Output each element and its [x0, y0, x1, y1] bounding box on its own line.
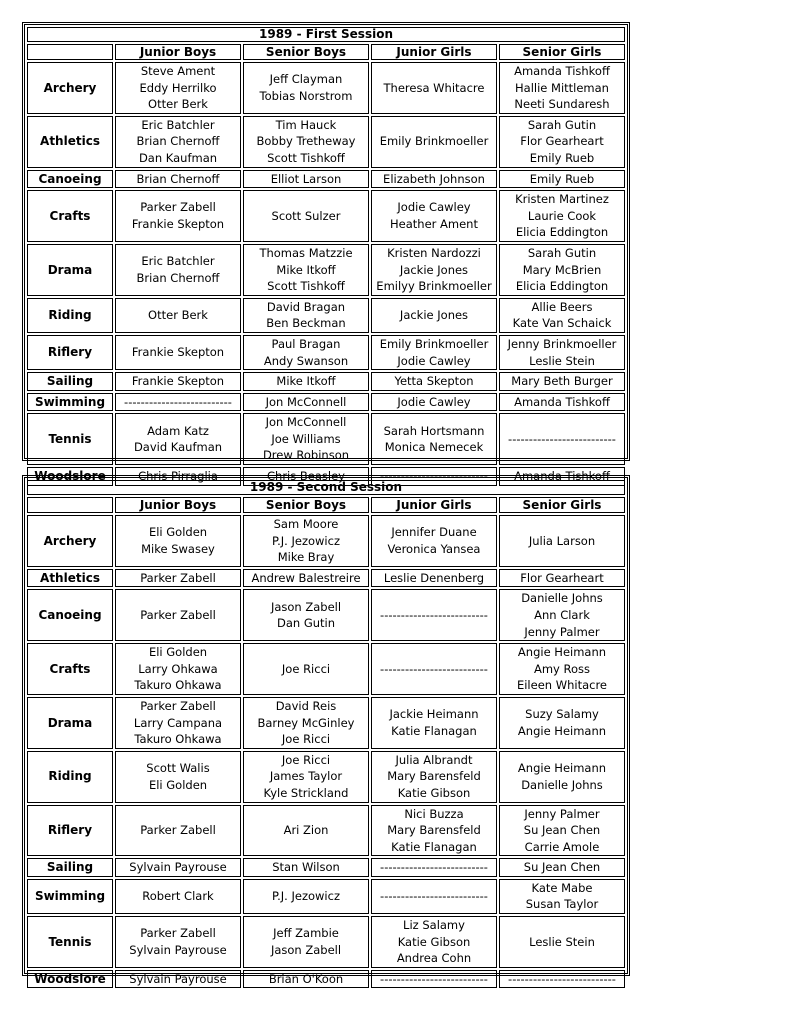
- camper-name: Mary Beth Burger: [511, 374, 613, 389]
- activity-label: Tennis: [27, 413, 113, 465]
- camper-name: Jackie Heimann: [389, 707, 479, 722]
- camper-name: Mike Bray: [277, 550, 335, 565]
- cell-senior-girls: [499, 170, 625, 189]
- camper-name: Kate Van Schaick: [512, 316, 612, 331]
- activity-label: Crafts: [27, 643, 113, 695]
- column-header-senior-girls: Senior Girls: [499, 44, 625, 60]
- camper-name: Amanda Tishkoff: [514, 64, 610, 78]
- cell-senior-boys: [243, 335, 369, 370]
- camper-name: Takuro Ohkawa: [134, 732, 222, 747]
- cell-junior-boys: [115, 858, 241, 877]
- camper-name: Brian Chernoff: [136, 134, 220, 149]
- camper-name: Sylvain Payrouse: [129, 942, 227, 957]
- cell-junior-girls: [371, 879, 497, 914]
- camper-name: Elliot Larson: [270, 171, 342, 186]
- camper-name: Eric Batchler: [141, 254, 215, 269]
- first-session-rows: [27, 62, 625, 486]
- cell-junior-boys: [115, 244, 241, 296]
- camper-name: Flor Gearheart: [520, 134, 604, 149]
- camper-name: Mike Itkoff: [276, 374, 336, 389]
- second-session-table: [25, 478, 627, 990]
- camper-name: Sam Moore: [273, 517, 339, 531]
- activity-label: Sailing: [27, 372, 113, 391]
- cell-junior-girls: [371, 858, 497, 877]
- camper-name: Ann Clark: [534, 607, 590, 622]
- table-row: [27, 298, 625, 333]
- table-row: [27, 589, 625, 641]
- camper-name: Parker Zabell: [140, 570, 216, 585]
- camper-name: Dan Kaufman: [138, 150, 218, 165]
- camper-name: Danielle Johns: [521, 777, 603, 792]
- activity-label: Riflery: [27, 335, 113, 370]
- activity-label: Riding: [27, 751, 113, 803]
- cell-senior-girls: [499, 413, 625, 465]
- activity-label: Woodslore: [27, 467, 113, 486]
- camper-name: Brian Chernoff: [136, 171, 220, 186]
- cell-junior-boys: [115, 643, 241, 695]
- camper-name: Elicia Eddington: [515, 225, 609, 240]
- camper-name: Jodie Cawley: [397, 394, 471, 409]
- camper-name: P.J. Jezowicz: [271, 889, 340, 904]
- table-row: [27, 335, 625, 370]
- cell-senior-girls: [499, 805, 625, 857]
- camper-name: Leslie Stein: [529, 353, 595, 368]
- cell-senior-boys: [243, 697, 369, 749]
- cell-junior-boys: [115, 116, 241, 168]
- camper-name: Otter Berk: [148, 97, 208, 112]
- camper-name: Chris Pirraglia: [138, 469, 218, 484]
- table-row: [27, 970, 625, 989]
- table-row: [27, 805, 625, 857]
- table-row: [27, 372, 625, 391]
- cell-senior-girls: [499, 244, 625, 296]
- camper-name: Tobias Norstrom: [259, 88, 353, 103]
- camper-name: Paul Bragan: [271, 336, 341, 351]
- table-row: [27, 697, 625, 749]
- camper-name: --------------------------: [380, 889, 488, 904]
- cell-senior-boys: [243, 413, 369, 465]
- cell-junior-boys: [115, 970, 241, 989]
- activity-label: Canoeing: [27, 589, 113, 641]
- cell-junior-girls: [371, 298, 497, 333]
- camper-name: Emily Brinkmoeller: [379, 336, 489, 351]
- camper-name: Otter Berk: [148, 308, 208, 323]
- camper-name: Heather Ament: [390, 217, 478, 232]
- camper-name: Tim Hauck: [275, 117, 337, 132]
- cell-junior-girls: [371, 589, 497, 641]
- camper-name: Katie Gibson: [397, 934, 471, 949]
- cell-junior-girls: [371, 335, 497, 370]
- camper-name: Jenny Brinkmoeller: [507, 336, 617, 351]
- second-session-rows: [27, 515, 625, 988]
- cell-junior-girls: [371, 643, 497, 695]
- cell-senior-girls: [499, 372, 625, 391]
- camper-name: Jackie Jones: [399, 262, 469, 277]
- table-row: [27, 751, 625, 803]
- camper-name: Mary McBrien: [522, 262, 602, 277]
- cell-senior-boys: [243, 244, 369, 296]
- cell-junior-girls: [371, 372, 497, 391]
- cell-junior-boys: [115, 413, 241, 465]
- table-row: [27, 879, 625, 914]
- camper-name: --------------------------: [380, 661, 488, 676]
- camper-name: --------------------------: [124, 394, 232, 409]
- camper-name: Andrea Cohn: [396, 951, 472, 966]
- camper-name: Amanda Tishkoff: [514, 469, 610, 484]
- table-row: [27, 62, 625, 114]
- cell-senior-boys: [243, 515, 369, 567]
- camper-name: Joe Ricci: [281, 732, 331, 747]
- camper-name: --------------------------: [380, 971, 488, 986]
- camper-name: Scott Sulzer: [271, 208, 341, 223]
- cell-junior-girls: [371, 62, 497, 114]
- camper-name: Julia Albrandt: [395, 752, 473, 767]
- camper-name: Emily Brinkmoeller: [379, 134, 489, 149]
- camper-name: Jodie Cawley: [397, 353, 471, 368]
- table-row: [27, 244, 625, 296]
- camper-name: Eli Golden: [148, 525, 208, 540]
- cell-junior-boys: [115, 569, 241, 588]
- activity-label: Swimming: [27, 393, 113, 412]
- camper-name: Yetta Skepton: [394, 374, 474, 389]
- camper-name: Jodie Cawley: [397, 200, 471, 215]
- camper-name: James Taylor: [269, 769, 343, 784]
- camper-name: Kristen Martinez: [515, 192, 609, 207]
- cell-senior-boys: [243, 751, 369, 803]
- camper-name: Scott Tishkoff: [267, 279, 345, 294]
- camper-name: Emilyy Brinkmoeller: [376, 279, 492, 294]
- camper-name: Angie Heimann: [517, 645, 607, 660]
- cell-junior-girls: [371, 244, 497, 296]
- cell-junior-girls: [371, 805, 497, 857]
- camper-name: Jeff Clayman: [269, 72, 343, 87]
- table-row: [27, 116, 625, 168]
- table-row: [27, 170, 625, 189]
- camper-name: David Kaufman: [133, 440, 223, 455]
- camper-name: Amy Ross: [533, 661, 591, 676]
- column-header-senior-boys: Senior Boys: [243, 44, 369, 60]
- cell-junior-boys: [115, 805, 241, 857]
- table-row: [27, 858, 625, 877]
- camper-name: Joe Ricci: [281, 661, 331, 676]
- first-session-table: [25, 25, 627, 488]
- second-session-table-frame: [22, 475, 630, 986]
- cell-junior-boys: [115, 170, 241, 189]
- cell-senior-girls: [499, 569, 625, 588]
- camper-name: Mary Barensfeld: [387, 769, 481, 784]
- camper-name: Kyle Strickland: [263, 785, 349, 800]
- cell-junior-girls: [371, 916, 497, 968]
- camper-name: Katie Flanagan: [391, 723, 477, 738]
- cell-junior-girls: [371, 515, 497, 567]
- camper-name: Eli Golden: [148, 777, 208, 792]
- camper-name: Jackie Jones: [399, 308, 469, 323]
- camper-name: Elizabeth Johnson: [383, 171, 485, 186]
- activity-label: Drama: [27, 244, 113, 296]
- camper-name: Parker Zabell: [140, 607, 216, 622]
- camper-name: Ari Zion: [283, 823, 329, 838]
- activity-label: Riding: [27, 298, 113, 333]
- cell-junior-boys: [115, 515, 241, 567]
- camper-name: Parker Zabell: [140, 200, 216, 215]
- column-header-junior-boys: Junior Boys: [115, 44, 241, 60]
- camper-name: Leslie Stein: [529, 934, 595, 949]
- camper-name: Jenny Palmer: [524, 806, 600, 821]
- activity-label: Crafts: [27, 190, 113, 242]
- camper-name: Liz Salamy: [403, 918, 465, 933]
- camper-name: Emily Rueb: [529, 150, 595, 165]
- cell-senior-girls: [499, 298, 625, 333]
- camper-name: --------------------------: [508, 431, 616, 446]
- cell-senior-girls: [499, 970, 625, 989]
- camper-name: Drew Robinson: [262, 448, 350, 463]
- camper-name: Brian O'Koon: [268, 971, 344, 986]
- camper-name: David Bragan: [266, 299, 346, 314]
- cell-senior-boys: [243, 393, 369, 412]
- camper-name: Eileen Whitacre: [516, 678, 608, 693]
- table-row: [27, 190, 625, 242]
- column-header-junior-girls: Junior Girls: [371, 497, 497, 513]
- cell-senior-girls: [499, 515, 625, 567]
- cell-junior-girls: [371, 697, 497, 749]
- camper-name: Angie Heimann: [517, 761, 607, 776]
- table-row: [27, 916, 625, 968]
- column-header-senior-boys: Senior Boys: [243, 497, 369, 513]
- camper-name: Katie Flanagan: [391, 839, 477, 854]
- camper-name: Mike Swasey: [141, 541, 215, 556]
- cell-junior-boys: [115, 335, 241, 370]
- cell-senior-girls: [499, 589, 625, 641]
- camper-name: Monica Nemecek: [384, 440, 484, 455]
- camper-name: Carrie Amole: [524, 839, 600, 854]
- camper-name: Joe Williams: [271, 431, 341, 446]
- cell-junior-girls: [371, 751, 497, 803]
- activity-label: Tennis: [27, 916, 113, 968]
- camper-name: Frankie Skepton: [131, 345, 225, 360]
- cell-junior-boys: [115, 697, 241, 749]
- cell-senior-girls: [499, 879, 625, 914]
- camper-name: --------------------------: [508, 971, 616, 986]
- camper-name: Elicia Eddington: [515, 279, 609, 294]
- cell-senior-boys: [243, 589, 369, 641]
- cell-junior-boys: [115, 879, 241, 914]
- camper-name: Susan Taylor: [525, 897, 599, 912]
- cell-junior-girls: [371, 413, 497, 465]
- column-header-senior-girls: Senior Girls: [499, 497, 625, 513]
- camper-name: Veronica Yansea: [387, 541, 481, 556]
- cell-senior-boys: [243, 643, 369, 695]
- camper-name: Eddy Herrilko: [139, 80, 217, 95]
- session-title: 1989 - First Session: [27, 27, 625, 42]
- cell-junior-boys: [115, 372, 241, 391]
- cell-senior-girls: [499, 916, 625, 968]
- session-title: 1989 - Second Session: [27, 480, 625, 495]
- table-row: [27, 643, 625, 695]
- camper-name: Allie Beers: [531, 299, 593, 314]
- camper-name: Takuro Ohkawa: [134, 678, 222, 693]
- cell-junior-boys: [115, 751, 241, 803]
- camper-name: Hallie Mittleman: [515, 80, 609, 95]
- camper-name: Chris Beasley: [267, 469, 345, 484]
- activity-label: Canoeing: [27, 170, 113, 189]
- table-row: [27, 393, 625, 412]
- camper-name: Danielle Johns: [521, 591, 603, 606]
- cell-senior-boys: [243, 970, 369, 989]
- camper-name: Joe Ricci: [281, 752, 331, 767]
- cell-senior-boys: [243, 170, 369, 189]
- camper-name: Eric Batchler: [141, 117, 215, 132]
- camper-name: Theresa Whitacre: [383, 80, 485, 95]
- activity-label: Archery: [27, 62, 113, 114]
- column-header-junior-girls: Junior Girls: [371, 44, 497, 60]
- cell-senior-boys: [243, 190, 369, 242]
- cell-senior-girls: [499, 190, 625, 242]
- camper-name: Sarah Hortsmann: [383, 423, 485, 438]
- cell-senior-boys: [243, 916, 369, 968]
- camper-name: Stan Wilson: [272, 860, 340, 875]
- camper-name: Brian Chernoff: [136, 270, 220, 285]
- camper-name: Jennifer Duane: [391, 525, 477, 540]
- cell-junior-boys: [115, 190, 241, 242]
- camper-name: Mike Itkoff: [276, 262, 336, 277]
- camper-name: --------------------------: [380, 607, 488, 622]
- camper-name: Su Jean Chen: [523, 860, 601, 875]
- cell-junior-boys: [115, 916, 241, 968]
- camper-name: Emily Rueb: [529, 171, 595, 186]
- cell-junior-boys: [115, 298, 241, 333]
- table-row: [27, 515, 625, 567]
- camper-name: Frankie Skepton: [131, 374, 225, 389]
- cell-senior-girls: [499, 697, 625, 749]
- camper-name: Parker Zabell: [140, 926, 216, 941]
- camper-name: Eli Golden: [148, 645, 208, 660]
- cell-senior-girls: [499, 62, 625, 114]
- camper-name: Julia Larson: [528, 533, 596, 548]
- camper-name: Sylvain Payrouse: [129, 971, 227, 986]
- column-header-junior-boys: Junior Boys: [115, 497, 241, 513]
- camper-name: Jason Zabell: [270, 599, 342, 614]
- cell-junior-boys: [115, 393, 241, 412]
- camper-name: Leslie Denenberg: [383, 570, 485, 585]
- camper-name: Nici Buzza: [404, 806, 464, 821]
- camper-name: Sylvain Payrouse: [129, 860, 227, 875]
- activity-label: Riflery: [27, 805, 113, 857]
- cell-senior-boys: [243, 372, 369, 391]
- camper-name: Jon McConnell: [265, 415, 347, 430]
- cell-junior-girls: [371, 569, 497, 588]
- camper-name: --------------------------: [380, 860, 488, 875]
- camper-name: Scott Tishkoff: [267, 150, 345, 165]
- camper-name: Jon McConnell: [265, 394, 347, 409]
- camper-name: Dan Gutin: [276, 616, 336, 631]
- activity-label: Athletics: [27, 569, 113, 588]
- activity-label: Swimming: [27, 879, 113, 914]
- cell-senior-boys: [243, 805, 369, 857]
- camper-name: Andrew Balestreire: [251, 570, 361, 585]
- cell-senior-girls: [499, 751, 625, 803]
- camper-name: Larry Ohkawa: [138, 661, 218, 676]
- cell-senior-girls: [499, 335, 625, 370]
- corner-header: [27, 497, 113, 513]
- camper-name: Adam Katz: [147, 423, 209, 438]
- camper-name: Suzy Salamy: [525, 707, 599, 722]
- camper-name: Steve Ament: [140, 64, 216, 78]
- camper-name: Jeff Zambie: [273, 926, 339, 941]
- camper-name: Frankie Skepton: [131, 217, 225, 232]
- camper-name: Amanda Tishkoff: [514, 394, 610, 409]
- camper-name: Kate Mabe: [531, 880, 593, 895]
- cell-junior-girls: [371, 170, 497, 189]
- cell-senior-boys: [243, 879, 369, 914]
- camper-name: Sarah Gutin: [527, 117, 597, 132]
- table-row: [27, 569, 625, 588]
- cell-senior-girls: [499, 643, 625, 695]
- cell-senior-girls: [499, 858, 625, 877]
- cell-senior-boys: [243, 116, 369, 168]
- activity-label: Athletics: [27, 116, 113, 168]
- camper-name: Robert Clark: [142, 889, 214, 904]
- camper-name: Andy Swanson: [263, 353, 349, 368]
- cell-junior-girls: [371, 190, 497, 242]
- camper-name: Larry Campana: [133, 715, 223, 730]
- camper-name: Barney McGinley: [257, 715, 355, 730]
- camper-name: Ben Beckman: [266, 316, 346, 331]
- camper-name: Su Jean Chen: [523, 823, 601, 838]
- camper-name: David Reis: [275, 698, 337, 713]
- camper-name: Bobby Tretheway: [256, 134, 356, 149]
- cell-senior-boys: [243, 62, 369, 114]
- cell-junior-girls: [371, 970, 497, 989]
- camper-name: Scott Walis: [146, 761, 210, 776]
- camper-name: Laurie Cook: [527, 208, 597, 223]
- cell-junior-boys: [115, 62, 241, 114]
- cell-junior-boys: [115, 589, 241, 641]
- camper-name: Jason Zabell: [270, 942, 342, 957]
- camper-name: Mary Barensfeld: [387, 823, 481, 838]
- cell-junior-girls: [371, 393, 497, 412]
- cell-senior-girls: [499, 116, 625, 168]
- camper-name: --------------------------: [380, 469, 488, 484]
- first-session-table-frame: [22, 22, 630, 484]
- cell-senior-boys: [243, 298, 369, 333]
- camper-name: Flor Gearheart: [520, 570, 604, 585]
- activity-label: Drama: [27, 697, 113, 749]
- activity-label: Archery: [27, 515, 113, 567]
- cell-junior-girls: [371, 116, 497, 168]
- camper-name: Jenny Palmer: [524, 624, 600, 639]
- camper-name: Thomas Matzzie: [259, 245, 353, 260]
- camper-name: Sarah Gutin: [527, 245, 597, 260]
- corner-header: [27, 44, 113, 60]
- camper-name: Parker Zabell: [140, 823, 216, 838]
- cell-senior-boys: [243, 858, 369, 877]
- camper-name: Parker Zabell: [140, 698, 216, 713]
- activity-label: Woodslore: [27, 970, 113, 989]
- camper-name: Kristen Nardozzi: [387, 245, 481, 260]
- camper-name: Neeti Sundaresh: [514, 97, 610, 112]
- camper-name: Katie Gibson: [397, 785, 471, 800]
- cell-senior-girls: [499, 393, 625, 412]
- camper-name: P.J. Jezowicz: [271, 533, 340, 548]
- table-row: [27, 413, 625, 465]
- cell-senior-boys: [243, 569, 369, 588]
- camper-name: Angie Heimann: [517, 723, 607, 738]
- activity-label: Sailing: [27, 858, 113, 877]
